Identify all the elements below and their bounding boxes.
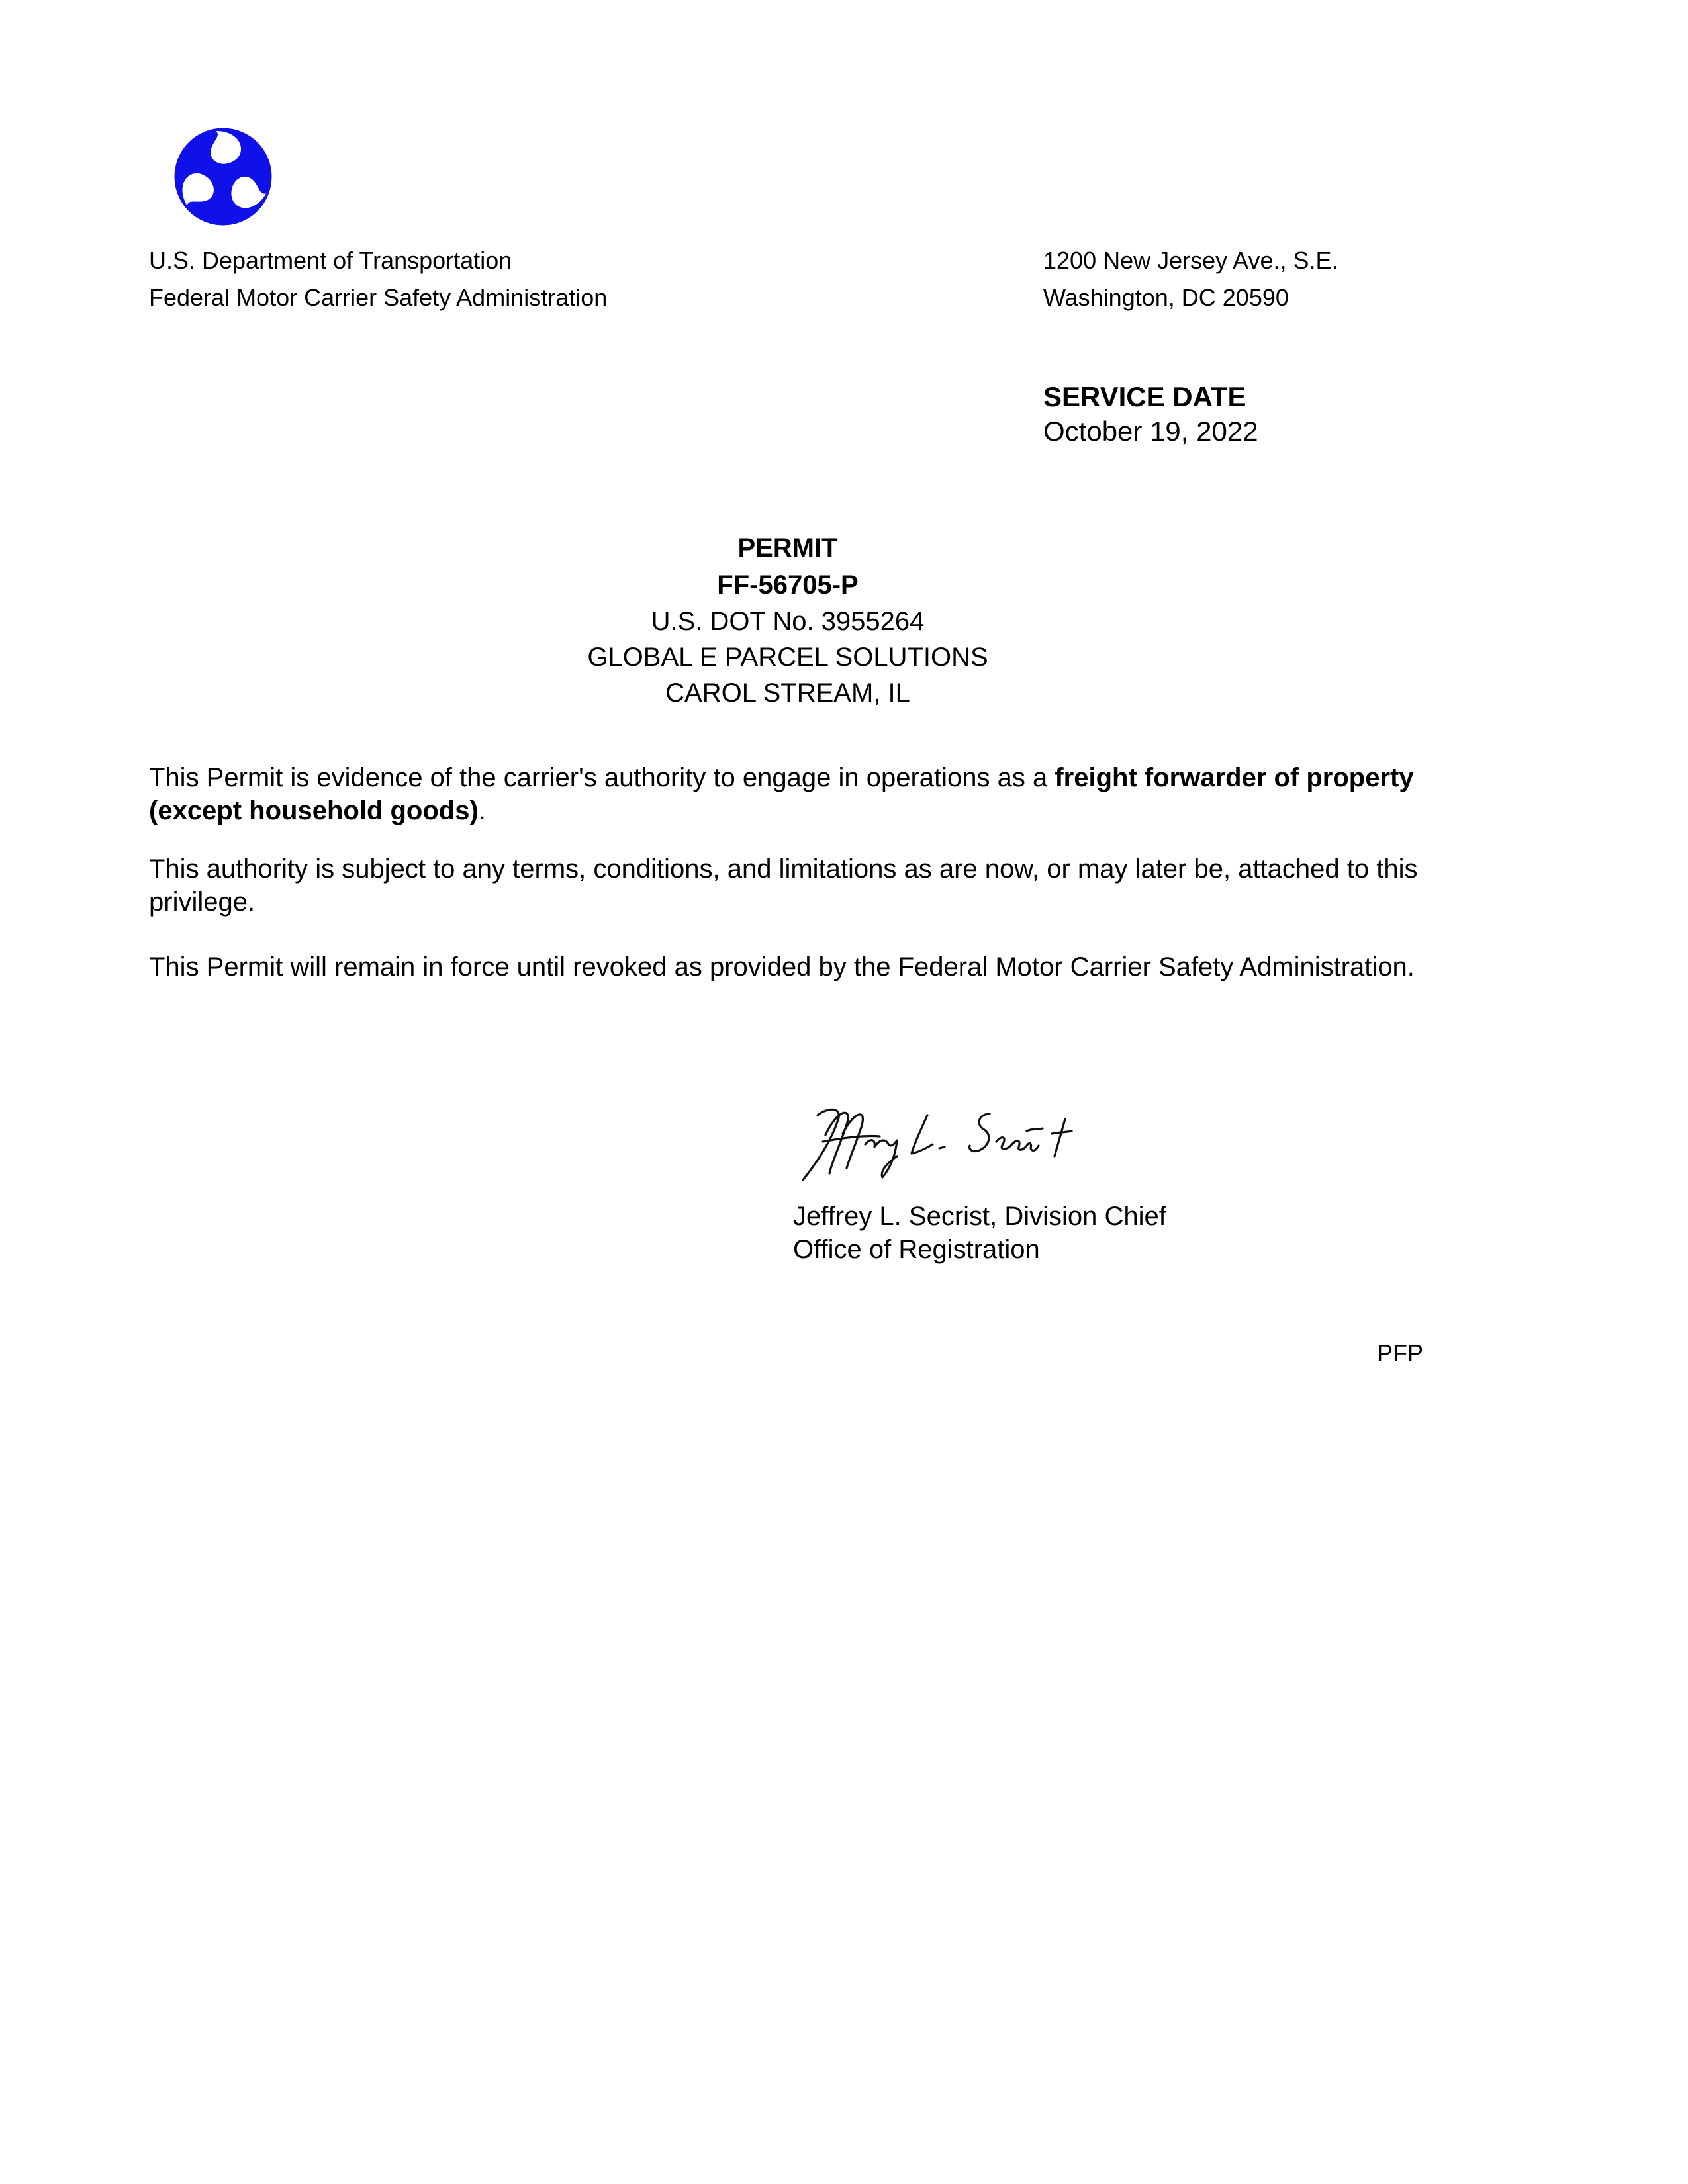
department-name: U.S. Department of Transportation bbox=[149, 247, 512, 274]
permit-header bbox=[0, 529, 1575, 711]
dot-number: U.S. DOT No. 3955264 bbox=[651, 607, 925, 636]
signer-block bbox=[793, 1200, 1166, 1266]
address-street: 1200 New Jersey Ave., S.E. bbox=[1043, 247, 1338, 274]
agency-block bbox=[149, 242, 607, 316]
service-date-block bbox=[1043, 380, 1258, 449]
dot-logo-icon bbox=[173, 127, 273, 226]
authority-text: This Permit is evidence of the carrier's authority to engage in operations as a bbox=[149, 763, 1055, 792]
administration-name: Federal Motor Carrier Safety Administration bbox=[149, 284, 608, 311]
permit-title: PERMIT bbox=[737, 533, 838, 563]
address-city: Washington, DC 20590 bbox=[1043, 284, 1289, 311]
signer-office: Office of Registration bbox=[793, 1235, 1040, 1264]
signature-image bbox=[791, 1095, 1076, 1188]
address-block bbox=[1043, 242, 1338, 316]
company-name: GLOBAL E PARCEL SOLUTIONS bbox=[587, 643, 988, 672]
document-code: PFP bbox=[1377, 1340, 1424, 1367]
signer-name: Jeffrey L. Secrist, Division Chief bbox=[793, 1202, 1166, 1231]
authority-period: . bbox=[478, 796, 486, 825]
service-date-label: SERVICE DATE bbox=[1043, 381, 1246, 412]
service-date-value: October 19, 2022 bbox=[1043, 416, 1258, 447]
authority-type: freight forwarder of property (except household goods) bbox=[149, 763, 1414, 825]
company-location: CAROL STREAM, IL bbox=[665, 678, 910, 707]
validity-paragraph: This Permit will remain in force until revoked as provided by the Federal Motor Carrier Safety Administration. bbox=[149, 952, 1415, 981]
permit-number: FF-56705-P bbox=[717, 570, 859, 600]
conditions-paragraph: This authority is subject to any terms, conditions, and limitations as are now, or may later be, attached to this privilege. bbox=[149, 854, 1418, 917]
authority-paragraph bbox=[149, 761, 1446, 827]
